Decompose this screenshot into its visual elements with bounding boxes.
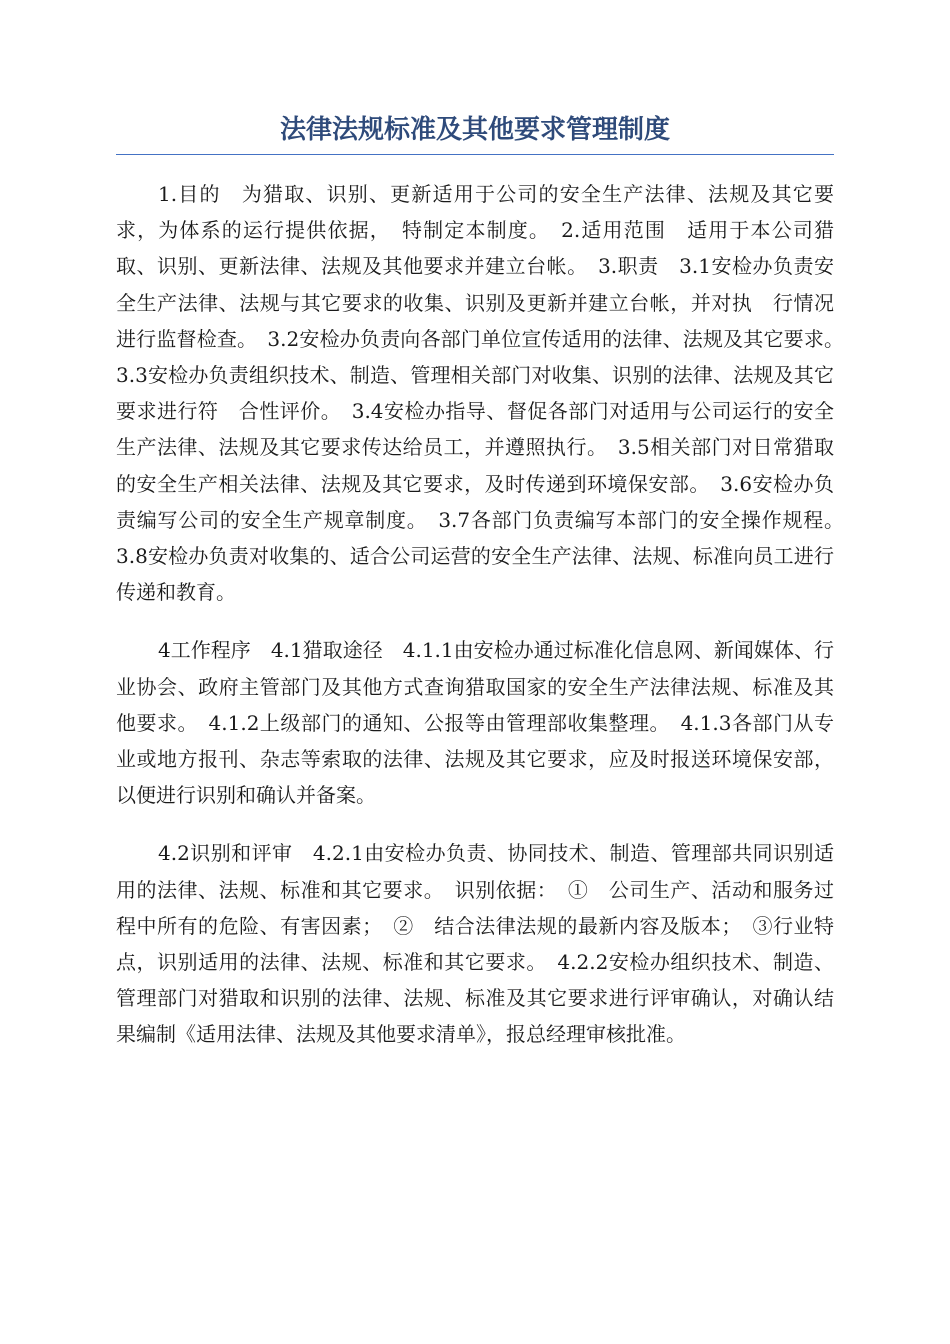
paragraph-identification-review: 4.2识别和评审 4.2.1由安检办负责、协同技术、制造、管理部共同识别适用的法律、法规、标准和其它要求。 识别依据： ① 公司生产、活动和服务过程中所有的危险、有害因素； ② 结合法律法规的最新内容及版本； ③行业特点，识别适用的法律、法规、标准和其它要求。 4.2.2安检办组织技术、制造、管理部门对猎取和识别的法律、法规、标准及其它要求进行评审确认，对确认结果编制《适用法律、法规及其他要求清单》，报总经理审核批准。 [116, 841, 834, 1047]
paragraph-work-procedure: 4工作程序 4.1猎取途径 4.1.1由安检办通过标准化信息网、新闻媒体、行业协会、政府主管部门及其他方式查询猎取国家的安全生产法律法规、标准及其他要求。 4.1.2上级部门的通知、公报等由管理部收集整理。 4.1.3各部门从专业或地方报刊、杂志等索取的法律、法规及其它要求，应及时报送环境保安部，以便进行识别和确认并备案。 [116, 638, 834, 808]
paragraph-purpose-scope-duties: 1.目的 为猎取、识别、更新适用于公司的安全生产法律、法规及其它要求，为体系的运行提供依据， 特制定本制度。 2.适用范围 适用于本公司猎取、识别、更新法律、法规及其他要求并建立台帐。 3.职责 3.1安检办负责安全生产法律、法规与其它要求的收集、识别及更新并建立台帐，并对执 行情况进行监督检查。 3.2安检办负责向各部门单位宣传适用的法律、法规及其它要求。 3.3安检办负责组织技术、制造、管理相关部门对收集、识别的法律、法规及其它要求进行符 合性评价。 3.4安检办指导、督促各部门对适用与公司运行的安全生产法律、法规及其它要求传达给员工，并遵照执行。 3.5相关部门对日常猎取的安全生产相关法律、法规及其它要求，及时传递到环境保安部。 3.6安检办负责编写公司的安全生产规章制度。 3.7各部门负责编写本部门的安全操作规程。 3.8安检办负责对收集的、适合公司运营的安全生产法律、法规、标准向员工进行传递和教育。 [116, 182, 854, 605]
document-title: 法律法规标准及其他要求管理制度 [279, 115, 670, 145]
document-body [116, 176, 854, 1075]
title-underline [116, 154, 834, 155]
